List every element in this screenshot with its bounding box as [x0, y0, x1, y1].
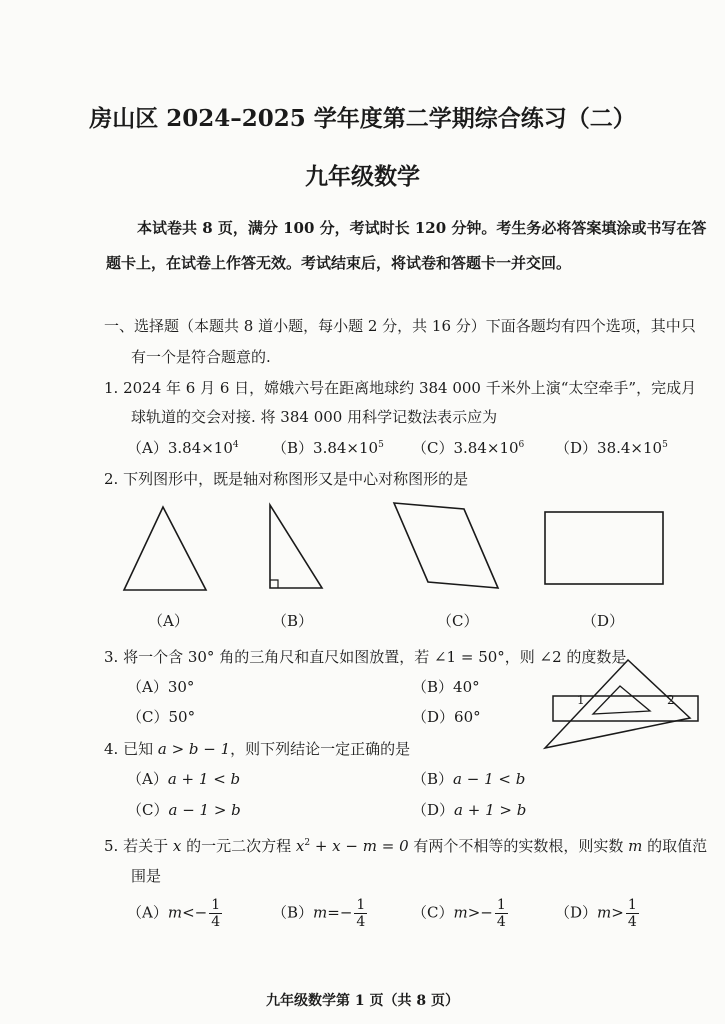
q5-line2: 围是 [131, 867, 162, 885]
q1-option-d-label: （D） [555, 439, 598, 457]
q5-eq-x: x [295, 837, 305, 855]
q5-option-a [127, 897, 222, 930]
q5-line1 [104, 835, 707, 856]
q2-label-a: （A） [148, 612, 189, 630]
q4-stem-post: ，则下列结论一定正确的是 [230, 740, 411, 758]
q5-option-b-num: 1 [356, 897, 366, 913]
q5-option-b-rel: m=− [313, 903, 353, 922]
q5-line1-mid: 的一元二次方程 [181, 837, 296, 855]
q4-stem-math: a > b − 1 [157, 740, 231, 758]
section1-line2: 有一个是符合题意的. [131, 348, 271, 366]
q3-angle2-label: 2 [667, 693, 675, 707]
exam-title: 房山区 2024–2025 学年度第二学期综合练习（二） [89, 105, 636, 132]
q2-label-d: （D） [582, 612, 625, 630]
q1-option-c-base: 3.84×10 [453, 439, 519, 457]
q5-option-b-label: （B） [272, 903, 314, 922]
q5-option-c [412, 897, 508, 930]
q1-option-b-exp: 5 [378, 440, 384, 450]
q4-option-c-label: （C） [127, 801, 169, 819]
instructions-line2: 题卡上，在试卷上作答无效。考试结束后，将试卷和答题卡一并交回。 [106, 254, 572, 272]
q5-option-a-den: 4 [211, 914, 221, 930]
q5-line1-post: 有两个不相等的实数根，则实数 [408, 837, 629, 855]
q5-option-c-rel: m>− [453, 903, 493, 922]
q1-option-d-exp: 5 [662, 440, 668, 450]
q5-option-a-label: （A） [127, 903, 168, 922]
q5-eq-exp: 2 [304, 838, 311, 848]
q1-line1: 1. 2024 年 6 月 6 日，嫦娥六号在距离地球约 384 000 千米外上演“太空牵手”，完成月 [104, 379, 697, 397]
q3-option-b: （B）40° [412, 678, 480, 696]
q1-option-b-label: （B） [272, 439, 314, 457]
q5-option-c-num: 1 [496, 897, 506, 913]
q2-label-c: （C） [437, 612, 479, 630]
q5-option-a-fraction [209, 897, 222, 930]
q4-option-b-label: （B） [412, 770, 454, 788]
q5-option-b [272, 897, 367, 930]
q3-option-a: （A）30° [127, 678, 195, 696]
q2-stem: 2. 下列图形中，既是轴对称图形又是中心对称图形的是 [104, 470, 469, 488]
q4-option-d [412, 799, 526, 820]
q4-option-b-math: a − 1 < b [453, 770, 526, 788]
exam-subtitle: 九年级数学 [305, 163, 420, 190]
q4-option-d-label: （D） [412, 801, 455, 819]
q5-line1-end: 的取值范 [642, 837, 708, 855]
q4-option-c-math: a − 1 > b [168, 801, 241, 819]
q5-option-d-fraction [626, 897, 639, 930]
q5-option-c-fraction [495, 897, 508, 930]
q1-option-c-exp: 6 [518, 440, 525, 450]
q5-option-c-den: 4 [496, 914, 506, 930]
q4-option-b [412, 768, 525, 789]
section1-line1: 一、选择题（本题共 8 道小题，每小题 2 分，共 16 分）下面各题均有四个选项，其中只 [104, 317, 696, 335]
q4-option-c [127, 799, 241, 820]
q5-option-d-den: 4 [627, 914, 637, 930]
q5-option-b-fraction [354, 897, 367, 930]
q5-option-d-label: （D） [555, 903, 598, 922]
q5-line1-pre: 5. 若关于 [104, 837, 173, 855]
q3-set-square-inner [593, 686, 650, 714]
q5-option-d [555, 897, 639, 930]
instructions-line1: 本试卷共 8 页，满分 100 分，考试时长 120 分钟。考生务必将答案填涂或书写在答 [137, 219, 707, 237]
q4-option-a-label: （A） [127, 770, 168, 788]
q4-option-d-math: a + 1 > b [454, 801, 527, 819]
q5-var-x: x [172, 837, 182, 855]
q1-option-b-base: 3.84×10 [313, 439, 379, 457]
q5-option-a-rel: m<− [167, 903, 208, 922]
q2-label-b: （B） [272, 612, 314, 630]
q3-option-d: （D）60° [412, 708, 481, 726]
q1-option-a-label: （A） [127, 439, 168, 457]
q5-eq-rest: + x − m = 0 [310, 837, 409, 855]
q5-var-m: m [628, 837, 643, 855]
q4-option-a [127, 768, 240, 789]
q3-stem: 3. 将一个含 30° 角的三角尺和直尺如图放置，若 ∠1 = 50°，则 ∠2 的度数是 [104, 648, 627, 666]
q1-option-a-exp: 4 [232, 440, 239, 450]
q5-option-a-num: 1 [211, 897, 221, 913]
page-footer: 九年级数学第 1 页（共 8 页） [266, 993, 459, 1009]
q1-option-a-base: 3.84×10 [167, 439, 233, 457]
q5-option-c-label: （C） [412, 903, 454, 922]
q5-option-d-num: 1 [627, 897, 637, 913]
q3-angle1-label: 1 [577, 693, 585, 707]
q1-line2: 球轨道的交会对接. 将 384 000 用科学记数法表示应为 [131, 408, 498, 426]
q4-stem [104, 738, 410, 759]
q1-option-d-base: 38.4×10 [597, 439, 663, 457]
q4-stem-pre: 4. 已知 [104, 740, 158, 758]
q5-option-b-den: 4 [356, 914, 366, 930]
q1-option-c-label: （C） [412, 439, 454, 457]
q3-option-c: （C）50° [127, 708, 196, 726]
q5-option-d-rel: m> [597, 903, 624, 922]
q4-option-a-math: a + 1 < b [167, 770, 241, 788]
